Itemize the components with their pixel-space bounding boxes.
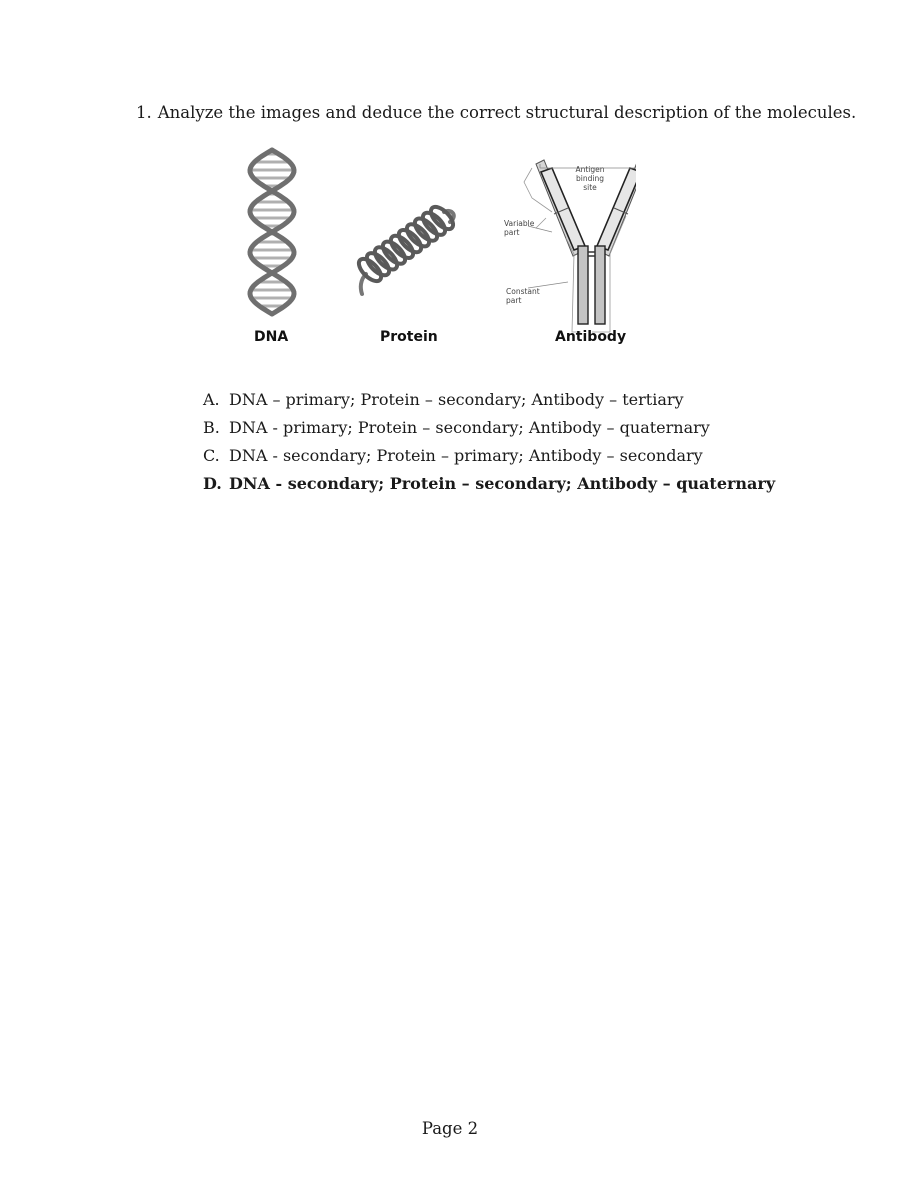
protein-helix-image (355, 203, 457, 294)
antibody-label: Antibody (555, 329, 627, 345)
question-number: 1. (136, 103, 152, 122)
option-a (203, 386, 775, 414)
option-letter: B. (203, 418, 220, 437)
antibody-image (504, 160, 636, 332)
option-text: DNA - secondary; Protein – secondary; Antibody – quaternary (229, 474, 776, 493)
antigen-binding-site-label-1: Antigen (575, 165, 605, 174)
question (136, 103, 856, 122)
molecule-diagrams (236, 142, 636, 354)
variable-part-label-2: part (504, 228, 520, 237)
question-text: Analyze the images and deduce the correct structural description of the molecules. (157, 103, 857, 122)
page-number: Page 2 (421, 1119, 479, 1138)
antigen-binding-site-label-2: binding (576, 174, 604, 183)
option-text: DNA – primary; Protein – secondary; Antibody – tertiary (229, 390, 684, 409)
option-b (203, 414, 775, 442)
option-letter: A. (203, 390, 220, 409)
protein-label: Protein (380, 329, 438, 345)
option-d (203, 470, 775, 498)
constant-part-label-2: part (506, 296, 522, 305)
constant-part-label-1: Constant (506, 287, 540, 296)
dna-label: DNA (254, 329, 289, 345)
dna-helix-image (250, 150, 294, 314)
option-text: DNA - secondary; Protein – primary; Antibody – secondary (229, 446, 703, 465)
answer-options (203, 386, 775, 498)
molecule-figure (236, 142, 636, 354)
option-c (203, 442, 775, 470)
option-letter: C. (203, 446, 220, 465)
option-text: DNA - primary; Protein – secondary; Antibody – quaternary (229, 418, 710, 437)
option-letter: D. (203, 474, 222, 493)
antigen-binding-site-label-3: site (583, 183, 597, 192)
variable-part-label-1: Variable (504, 219, 535, 228)
